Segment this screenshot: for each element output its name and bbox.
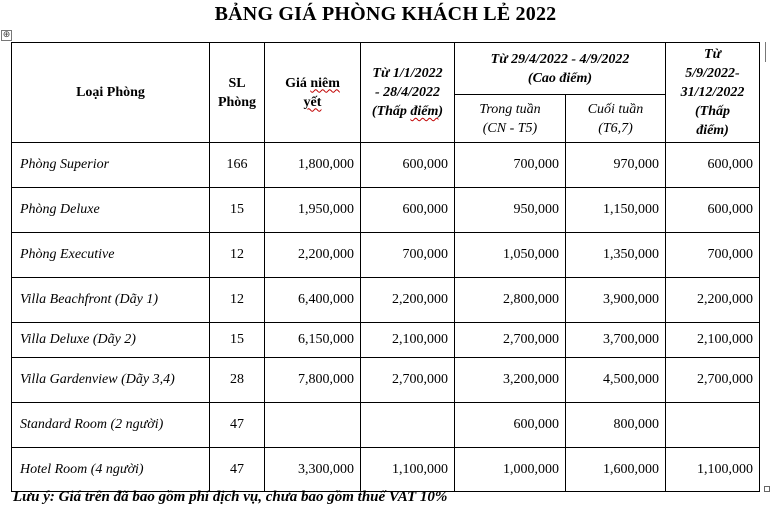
header-list-price-line1 [265,74,360,93]
room-quantity: 47 [210,403,265,448]
table-row [12,278,760,323]
header-period-1-line3 [361,102,454,121]
list-price: 6,400,000 [265,278,361,323]
table-row [12,403,760,448]
period-1-price: 2,200,000 [361,278,455,323]
weekend-price: 1,150,000 [566,188,666,233]
room-quantity: 12 [210,278,265,323]
header-weekend-line2: (T6,7) [598,120,633,136]
header-room-type: Loại Phòng [12,43,210,143]
period-1-price [361,403,455,448]
room-name: Hotel Room (4 người) [12,448,210,492]
price-table [11,42,760,492]
weekend-price: 3,900,000 [566,278,666,323]
room-quantity: 28 [210,358,265,403]
resize-square-icon[interactable] [764,486,770,492]
weekend-price: 4,500,000 [566,358,666,403]
room-quantity: 15 [210,323,265,358]
header-list-price-line2: yết [303,94,322,110]
room-name: Phòng Deluxe [12,188,210,233]
weekend-price: 800,000 [566,403,666,448]
period-3-price: 2,200,000 [666,278,760,323]
header-list-price [265,43,361,143]
weekday-price: 2,700,000 [455,323,566,358]
weekend-price: 1,350,000 [566,233,666,278]
room-name: Phòng Superior [12,143,210,188]
list-price: 1,800,000 [265,143,361,188]
header-period-3-line1: Từ [704,47,721,62]
period-1-price: 1,100,000 [361,448,455,492]
header-period-1-word3: ) [438,104,444,119]
list-price: 2,200,000 [265,233,361,278]
weekday-price: 950,000 [455,188,566,233]
move-arrows-icon[interactable]: ⊕ [2,30,11,40]
table-row [12,323,760,358]
room-name: Villa Deluxe (Dãy 2) [12,323,210,358]
header-period-3 [666,43,760,143]
header-weekday-line2: (CN - T5) [482,120,538,136]
header-weekday [455,95,566,143]
document-title: BẢNG GIÁ PHÒNG KHÁCH LẺ 2022 [214,3,557,25]
period-3-price: 2,100,000 [666,323,760,358]
period-1-price: 600,000 [361,188,455,233]
header-quantity-line1: SL [228,75,246,91]
room-quantity: 12 [210,233,265,278]
header-weekend-line1: Cuối tuần [587,101,644,117]
list-price: 7,800,000 [265,358,361,403]
list-price: 1,950,000 [265,188,361,233]
weekend-price: 1,600,000 [566,448,666,492]
period-3-price: 1,100,000 [666,448,760,492]
header-period-3-line2: 5/9/2022- [685,66,740,81]
footnote: Lưu ý: Giá trên đã bao gồm phí dịch vụ, chưa bao gồm thuế VAT 10% [13,489,448,505]
period-1-price: 2,700,000 [361,358,455,403]
room-name: Standard Room (2 người) [12,403,210,448]
header-quantity-line2: Phòng [217,94,257,110]
room-quantity: 15 [210,188,265,233]
table-border-edge [765,42,766,62]
weekday-price: 1,050,000 [455,233,566,278]
header-period-1-line2: - 28/4/2022 [375,85,440,100]
header-period-2-line1: Từ 29/4/2022 - 4/9/2022 [490,51,630,67]
period-1-price: 700,000 [361,233,455,278]
header-weekend [566,95,666,143]
table-row [12,143,760,188]
room-quantity: 166 [210,143,265,188]
period-3-price: 600,000 [666,143,760,188]
period-3-price: 600,000 [666,188,760,233]
header-period-1-word1: (Thấp [371,104,411,119]
weekend-price: 3,700,000 [566,323,666,358]
room-name: Villa Beachfront (Dãy 1) [12,278,210,323]
header-weekday-line1: Trong tuần [479,101,541,117]
header-period-2-line2: (Cao điểm) [527,70,593,86]
table-row [12,358,760,403]
table-row [12,233,760,278]
room-name: Phòng Executive [12,233,210,278]
weekday-price: 700,000 [455,143,566,188]
period-3-price [666,403,760,448]
table-row [12,188,760,233]
weekday-price: 600,000 [455,403,566,448]
weekday-price: 1,000,000 [455,448,566,492]
header-period-1-word2: điểm [410,104,439,119]
weekday-price: 3,200,000 [455,358,566,403]
period-1-price: 2,100,000 [361,323,455,358]
header-quantity [210,43,265,143]
table-row [12,448,760,492]
room-name: Villa Gardenview (Dãy 3,4) [12,358,210,403]
period-1-price: 600,000 [361,143,455,188]
header-period-1 [361,43,455,143]
header-period-1-line1: Từ 1/1/2022 [372,66,443,81]
period-3-price: 2,700,000 [666,358,760,403]
header-period-3-line5: điểm) [696,123,729,138]
room-quantity: 47 [210,448,265,492]
list-price: 6,150,000 [265,323,361,358]
period-3-price: 700,000 [666,233,760,278]
header-period-3-line4: (Thấp [695,104,731,119]
header-list-price-word1: Giá [285,75,311,91]
header-list-price-word2: niêm [310,75,340,91]
list-price [265,403,361,448]
list-price: 3,300,000 [265,448,361,492]
weekend-price: 970,000 [566,143,666,188]
weekday-price: 2,800,000 [455,278,566,323]
header-period-2 [455,43,666,95]
header-period-3-line3: 31/12/2022 [680,85,745,100]
